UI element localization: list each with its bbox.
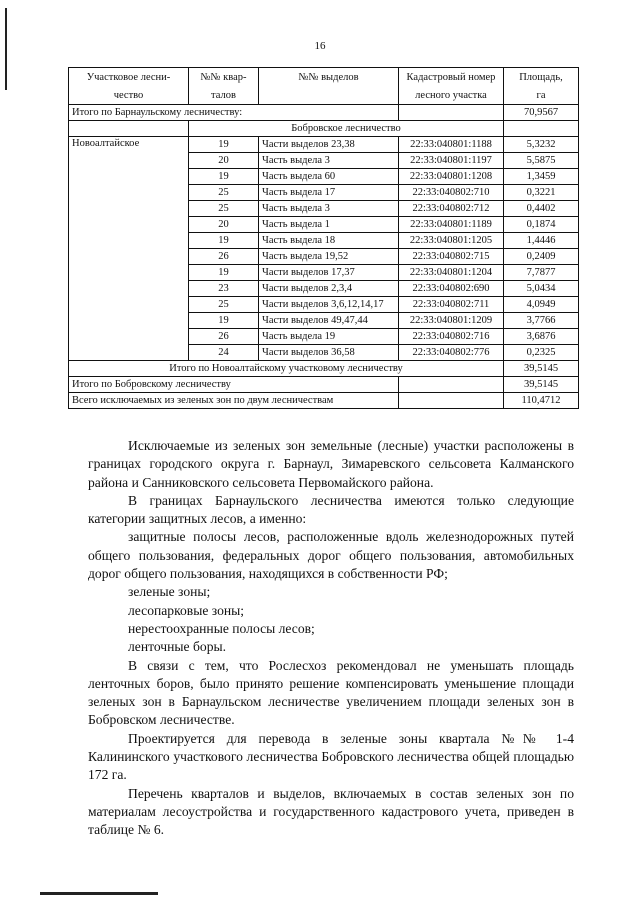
grand-total-value: 110,4712 — [504, 393, 579, 409]
quarter-cell: 25 — [189, 297, 259, 313]
allotment-cell: Части выделов 23,38 — [259, 137, 399, 153]
header-forestry-area-cont: чество — [69, 86, 189, 105]
area-cell: 0,2409 — [504, 249, 579, 265]
area-cell: 4,0949 — [504, 297, 579, 313]
total-barnaul-label: Итого по Барнаульскому лесничеству: — [69, 105, 399, 121]
area-cell: 0,3221 — [504, 185, 579, 201]
cadastral-cell: 22:33:040801:1205 — [399, 233, 504, 249]
total-barnaul-row — [69, 105, 579, 121]
table-row — [69, 137, 579, 153]
quarter-cell: 19 — [189, 265, 259, 281]
quarter-cell: 19 — [189, 313, 259, 329]
allotment-cell: Часть выдела 1 — [259, 217, 399, 233]
cadastral-cell: 22:33:040802:712 — [399, 201, 504, 217]
allotment-cell: Часть выдела 19 — [259, 329, 399, 345]
area-cell: 5,5875 — [504, 153, 579, 169]
cadastral-cell: 22:33:040801:1209 — [399, 313, 504, 329]
quarter-cell: 25 — [189, 201, 259, 217]
paragraph-categories: В границах Барнаульского лесничества имеются только следующие категории защитных лесов, а именно: — [88, 492, 574, 527]
forest-plots-table — [68, 67, 579, 409]
total-barnaul-empty — [399, 105, 504, 121]
allotment-cell: Часть выдела 18 — [259, 233, 399, 249]
header-cadastral-number-cont: лесного участка — [399, 86, 504, 105]
header-forestry-area: Участковое лесни- — [69, 68, 189, 87]
allotment-cell: Часть выдела 60 — [259, 169, 399, 185]
quarter-cell: 23 — [189, 281, 259, 297]
paragraph-compensation: В связи с тем, что Рослесхоз рекомендовал не уменьшать площадь ленточных боров, было принято решение компенсировать уменьшение площади зеленых зон в Барнаульском лесничестве увеличением площади зеленых зон в Бобровском лесничестве. — [88, 657, 574, 728]
total-bobrov-value: 39,5145 — [504, 377, 579, 393]
paragraph-green-zones: зеленые зоны; — [128, 584, 211, 600]
paragraph-protective-strips: защитные полосы лесов, расположенные вдоль железнодорожных путей общего пользования, федеральных дорог общего пользования, автомобильных дорог общего пользования, находящихся в собственности РФ; — [88, 529, 574, 582]
header-area-cont: га — [504, 86, 579, 105]
quarter-cell: 19 — [189, 233, 259, 249]
section-title-empty-right — [504, 121, 579, 137]
grand-total-row — [69, 393, 579, 409]
header-area: Площадь, — [504, 68, 579, 87]
total-novoaltai-value: 39,5145 — [504, 361, 579, 377]
paragraph-excluded-plots: Исключаемые из зеленых зон земельные (лесные) участки расположены в границах городского округа г. Барнаул, Зимаревского сельсовета Калманского района и Санниковского сельсовета Первомайского района. — [88, 438, 574, 490]
area-cell: 3,7766 — [504, 313, 579, 329]
quarter-cell: 25 — [189, 185, 259, 201]
quarter-cell: 20 — [189, 217, 259, 233]
area-cell: 3,6876 — [504, 329, 579, 345]
bottom-line — [40, 892, 158, 895]
section-title: Бобровское лесничество — [189, 121, 504, 137]
area-cell: 0,4402 — [504, 201, 579, 217]
area-cell: 1,3459 — [504, 169, 579, 185]
allotment-cell: Часть выдела 17 — [259, 185, 399, 201]
cadastral-cell: 22:33:040802:715 — [399, 249, 504, 265]
area-cell: 0,2325 — [504, 345, 579, 361]
cadastral-cell: 22:33:040802:690 — [399, 281, 504, 297]
allotment-cell: Части выделов 17,37 — [259, 265, 399, 281]
quarter-cell: 19 — [189, 137, 259, 153]
allotment-cell: Часть выдела 19,52 — [259, 249, 399, 265]
paragraph-projected-transfer: Проектируется для перевода в зеленые зоны квартала №№ 1-4 Калининского участкового лесничества Бобровского лесничества общей площадью 172 га. — [88, 730, 574, 783]
cadastral-cell: 22:33:040801:1189 — [399, 217, 504, 233]
total-bobrov-empty — [399, 377, 504, 393]
cadastral-cell: 22:33:040802:710 — [399, 185, 504, 201]
cadastral-cell: 22:33:040801:1204 — [399, 265, 504, 281]
paragraph-forest-park-zones: лесопарковые зоны; — [128, 602, 245, 618]
allotment-cell: Части выделов 3,6,12,14,17 — [259, 297, 399, 313]
table-header-row-2 — [69, 86, 579, 105]
allotment-cell: Части выделов 2,3,4 — [259, 281, 399, 297]
header-cadastral-number: Кадастровый номер — [399, 68, 504, 87]
quarter-cell: 19 — [189, 169, 259, 185]
area-cell: 1,4446 — [504, 233, 579, 249]
paragraph-table-reference: Перечень кварталов и выделов, включаемых в состав зеленых зон по материалам лесоустройства и государственного кадастрового учета, приведен в таблице № 6. — [88, 785, 574, 838]
total-bobrov-row — [69, 377, 579, 393]
header-quarters: №№ квар- — [189, 68, 259, 87]
paragraph-ribbon-forests: ленточные боры. — [128, 639, 227, 655]
area-cell: 7,7877 — [504, 265, 579, 281]
district-name: Новоалтайское — [69, 137, 189, 361]
cadastral-cell: 22:33:040801:1188 — [399, 137, 504, 153]
header-allotments-cont — [259, 86, 399, 105]
quarter-cell: 20 — [189, 153, 259, 169]
allotment-cell: Часть выдела 3 — [259, 153, 399, 169]
body-text — [88, 437, 574, 840]
cadastral-cell: 22:33:040802:776 — [399, 345, 504, 361]
page-number: 16 — [314, 40, 326, 52]
cadastral-cell: 22:33:040801:1197 — [399, 153, 504, 169]
quarter-cell: 26 — [189, 249, 259, 265]
section-title-empty-left — [69, 121, 189, 137]
allotment-cell: Часть выдела 3 — [259, 201, 399, 217]
total-novoaltai-label: Итого по Новоалтайскому участковому лесничеству — [69, 361, 504, 377]
section-title-row — [69, 121, 579, 137]
total-novoaltai-row — [69, 361, 579, 377]
area-cell: 0,1874 — [504, 217, 579, 233]
table-header-row-1 — [69, 68, 579, 87]
allotment-cell: Части выделов 36,58 — [259, 345, 399, 361]
total-bobrov-label: Итого по Бобровскому лесничеству — [69, 377, 399, 393]
cadastral-cell: 22:33:040801:1208 — [399, 169, 504, 185]
grand-total-label: Всего исключаемых из зеленых зон по двум лесничествам — [69, 393, 399, 409]
area-cell: 5,0434 — [504, 281, 579, 297]
allotment-cell: Части выделов 49,47,44 — [259, 313, 399, 329]
grand-total-empty — [399, 393, 504, 409]
paragraph-spawning-strips: нерестоохранные полосы лесов; — [128, 620, 315, 636]
cadastral-cell: 22:33:040802:716 — [399, 329, 504, 345]
area-cell: 5,3232 — [504, 137, 579, 153]
total-barnaul-value: 70,9567 — [504, 105, 579, 121]
header-allotments: №№ выделов — [259, 68, 399, 87]
quarter-cell: 24 — [189, 345, 259, 361]
header-quarters-cont: талов — [189, 86, 259, 105]
quarter-cell: 26 — [189, 329, 259, 345]
cadastral-cell: 22:33:040802:711 — [399, 297, 504, 313]
